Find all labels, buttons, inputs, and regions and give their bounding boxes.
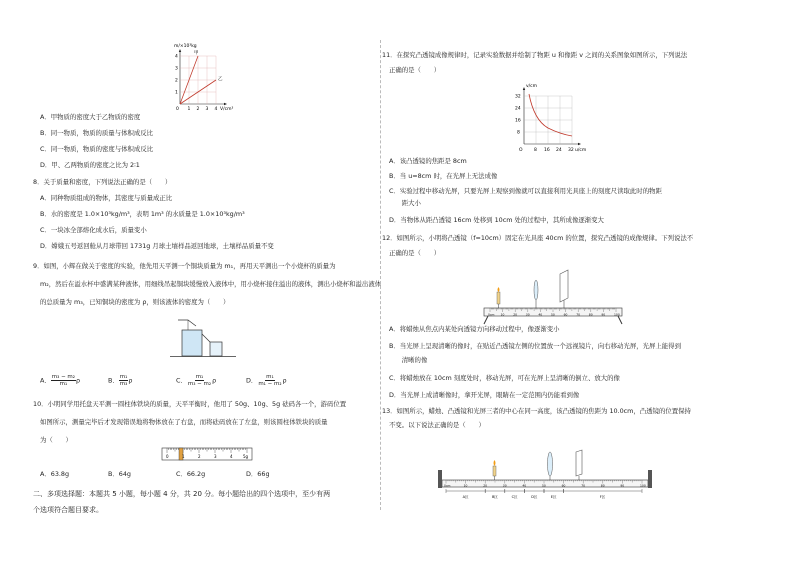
q11-xtick: 24 bbox=[556, 148, 562, 153]
bench-label: 40 bbox=[522, 483, 527, 488]
q7-ytick: 1 bbox=[175, 90, 178, 96]
region-label: A区 bbox=[462, 495, 469, 499]
bench-label: 100 bbox=[640, 483, 646, 488]
bench-label: 60 bbox=[563, 312, 568, 317]
q8-option-b: B．水的密度是 1.0×10³kg/m³，表明 1m³ 的水质量是 1.0×10³kg/m³ bbox=[40, 210, 245, 218]
q11-xtick: 16 bbox=[544, 148, 550, 153]
q11-xtick: O bbox=[519, 148, 523, 153]
q10-option-a: A．63.8g bbox=[40, 470, 70, 478]
bench-label: 30 bbox=[525, 312, 530, 317]
q11-xtick: 8 bbox=[534, 148, 537, 153]
q8-option-c: C．一块冰全部熔化成水后，质量变小 bbox=[40, 226, 147, 234]
q12-optical-bench bbox=[480, 258, 626, 326]
q12-option-d: D．当光屏上成清晰像时，拿开光屏，眼睛在一定范围内仍能看到像 bbox=[389, 391, 580, 399]
q12-option-b: B．当光屏上呈现清晰的像时，在贴近凸透镜左侧的位置放一个远视镜片，向右移动光屏，光屏上能得到 bbox=[389, 342, 681, 350]
q9-overflow-cup-figure bbox=[168, 312, 238, 362]
q7-series-yi: 乙 bbox=[218, 77, 223, 82]
bench-label: 50 bbox=[551, 312, 555, 317]
q8-option-a: A．同种物质组成的物体，其密度与质量成正比 bbox=[40, 194, 173, 202]
bench-label: 20 bbox=[513, 312, 518, 317]
q11-option-d: D．当物体从距凸透镜 16cm 处移到 10cm 处的过程中，其所成像逐渐变大 bbox=[389, 216, 604, 224]
region-label: D区 bbox=[531, 495, 538, 499]
bench-label: 90 bbox=[601, 312, 606, 317]
q10-option-c: C．66.2g bbox=[176, 470, 206, 478]
q7-ytick: 3 bbox=[175, 66, 178, 72]
q9-option-c: C． $\frac{\text{m₁}}{\text{m₃ − m₂}}$ ρ bbox=[176, 374, 217, 387]
q7-series-jia: 甲 bbox=[194, 51, 199, 56]
q7-option-b: B．同一物质，物质的质量与体积成反比 bbox=[40, 129, 154, 137]
q8-stem: 8．关于质量和密度，下列说法正确的是（ ） bbox=[33, 178, 172, 186]
q7-graph-xlabel: V/cm³ bbox=[220, 107, 234, 112]
bench-label: 50 bbox=[542, 483, 546, 488]
q13-stem-line1: 13．如图所示，蜡烛、凸透镜和光屏三者的中心在同一高度，该凸透镜的焦距为 10.0cm，凸透镜的位置保持 bbox=[382, 407, 691, 415]
q8-option-d: D．嫦娥五号返回舱从月球带回 1731g 月球土壤样品返回地球，土壤样品质量不变 bbox=[40, 242, 274, 250]
q11-object-image-distance-graph bbox=[504, 80, 600, 156]
q11-stem-line1: 11．在探究凸透镜成像规律时，记录实验数据并绘制了物距 u 和像距 v 之间的关系图象如图所示，下列说法 bbox=[382, 51, 688, 59]
q11-graph-ylabel: v/cm bbox=[526, 84, 538, 89]
q11-option-c: C．实验过程中移动光屏，只要光屏上观察到像就可以直接利用光具座上的刻度尺读取此时的物距 bbox=[389, 187, 662, 195]
q7-graph-ylabel: m/×10³kg bbox=[174, 44, 197, 49]
q10-option-b: B．64g bbox=[108, 470, 131, 478]
q11-ytick: 16 bbox=[515, 118, 521, 124]
section2-heading-line1: 二、多项选择题：本题共 5 小题，每小题 4 分，共 20 分。每小题给出的四个选项中，至少有两 bbox=[33, 490, 331, 498]
q10-tick: 4 bbox=[230, 454, 233, 459]
q11-option-a: A．该凸透镜的焦距是 8cm bbox=[389, 157, 467, 165]
q7-xtick: 2 bbox=[196, 107, 200, 112]
right-column bbox=[380, 0, 794, 562]
bench-label: 80 bbox=[588, 312, 593, 317]
q12-stem-line1: 12．如图所示，小明将凸透镜（f=10cm）固定在光具座 40cm 的位置，探究凸透镜的成像规律。下列说法不 bbox=[382, 234, 694, 242]
q9-option-a: A． $\frac{\text{m₃ − m₂}}{\text{m₁}}$ ρ bbox=[40, 374, 81, 387]
q10-tick: 2 bbox=[198, 454, 201, 459]
q12-option-a: A．将蜡烛从焦点内某处向透镜方向移动过程中，像逐渐变小 bbox=[389, 325, 560, 333]
q11-option-b: B．当 u=8cm 时，在光屏上无法成像 bbox=[389, 172, 498, 180]
q10-stem-line3: 为（ ） bbox=[40, 436, 72, 444]
q7-xtick: 4 bbox=[214, 107, 218, 112]
q9-stem-line2: m₂，然后在溢水杯中盛满某种液体，用细线吊起铜块缓慢放入液体中，用小烧杯接住溢出的液体，测出小烧杯和溢出液体 bbox=[40, 280, 382, 288]
bench-label: 0cm bbox=[444, 483, 451, 488]
bench-label: 40 bbox=[538, 312, 543, 317]
q11-ytick: 8 bbox=[517, 130, 520, 136]
q10-stem-line2: 如图所示，测量完毕后才发现错误地将物体放在了右盘，而将砝码放在了左盘，则该圆柱体铁块的质量 bbox=[40, 418, 328, 426]
q7-ytick: 2 bbox=[175, 78, 178, 84]
bench-label: 100 bbox=[614, 312, 620, 317]
q11-ytick: 24 bbox=[515, 106, 521, 112]
q12-option-b-cont: 清晰的像 bbox=[389, 356, 428, 364]
bench-label: 10 bbox=[463, 483, 468, 488]
region-label: B区 bbox=[492, 495, 498, 499]
region-label: C区 bbox=[511, 495, 518, 499]
q11-xtick: 32 bbox=[568, 148, 574, 153]
q9-stem-line1: 9．如图，小辉在做关于密度的实验，他先用天平测一个铜块质量为 m₁，再用天平测出一个小烧杯的质量为 bbox=[33, 262, 336, 270]
left-column bbox=[0, 0, 380, 562]
q11-option-c-cont: 距大小 bbox=[389, 199, 421, 207]
q7-option-c: C．同一物质，物质的密度与体积成反比 bbox=[40, 145, 154, 153]
region-label: E区 bbox=[550, 495, 557, 499]
q7-xtick: 0 bbox=[176, 107, 179, 112]
q10-tick: 0 bbox=[166, 454, 169, 459]
q7-mass-volume-graph bbox=[168, 40, 248, 112]
q9-option-b: B． $\frac{\text{m₁}}{\text{m₃}}$ ρ bbox=[108, 374, 133, 387]
q7-option-d: D．甲、乙两物质的密度之比为 2∶1 bbox=[40, 161, 140, 169]
q13-stem-line2: 不变。以下说法正确的是（ ） bbox=[389, 421, 485, 429]
q7-option-a: A．甲物质的密度大于乙物质的密度 bbox=[40, 113, 141, 121]
bench-label: 90 bbox=[620, 483, 625, 488]
q10-tick: 1 bbox=[182, 454, 185, 459]
region-label: F区 bbox=[599, 495, 606, 499]
bench-label: 70 bbox=[581, 483, 586, 488]
bench-label: 30 bbox=[502, 483, 507, 488]
q7-xtick: 1 bbox=[187, 107, 191, 112]
bench-label: 70 bbox=[576, 312, 581, 317]
q7-xtick: 3 bbox=[205, 107, 209, 112]
q11-ytick: 32 bbox=[515, 94, 521, 100]
q11-stem-line2: 正确的是（ ） bbox=[389, 66, 441, 74]
bench-label: 10 bbox=[500, 312, 505, 317]
q9-option-d: D． $\frac{\text{m₁}}{\text{m₁ − m₂}}$ ρ bbox=[246, 374, 287, 387]
q12-stem-line2: 正确的是（ ） bbox=[389, 249, 441, 257]
q12-option-c: C．将蜡烛放在 10cm 刻度处时，移动光屏，可在光屏上呈清晰的倒立、放大的像 bbox=[389, 374, 620, 382]
q11-graph-xlabel: u/cm bbox=[575, 148, 587, 153]
q10-option-d: D．66g bbox=[246, 470, 270, 478]
q10-tick: 3 bbox=[214, 454, 217, 459]
bench-label: 80 bbox=[600, 483, 605, 488]
q13-optical-bench bbox=[432, 438, 660, 502]
q10-slider-ruler bbox=[158, 446, 258, 468]
q9-stem-line3: 的总质量为 m₃，已知铜块的密度为 ρ，则该液体的密度为（ ） bbox=[40, 298, 230, 306]
section2-heading-line2: 个选项符合题目要求。 bbox=[33, 506, 103, 514]
q7-ytick: 4 bbox=[175, 54, 178, 60]
q10-tick: 5g bbox=[243, 454, 249, 459]
bench-label: 60 bbox=[561, 483, 566, 488]
bench-label: 20 bbox=[483, 483, 488, 488]
q10-stem-line1: 10．小明同学用托盘天平测一圆柱体铁块的质量，天平平衡时，他用了 50g、10g、5g 砝码各一个，游码位置 bbox=[33, 400, 347, 408]
bench-label: 0cm bbox=[488, 312, 495, 317]
